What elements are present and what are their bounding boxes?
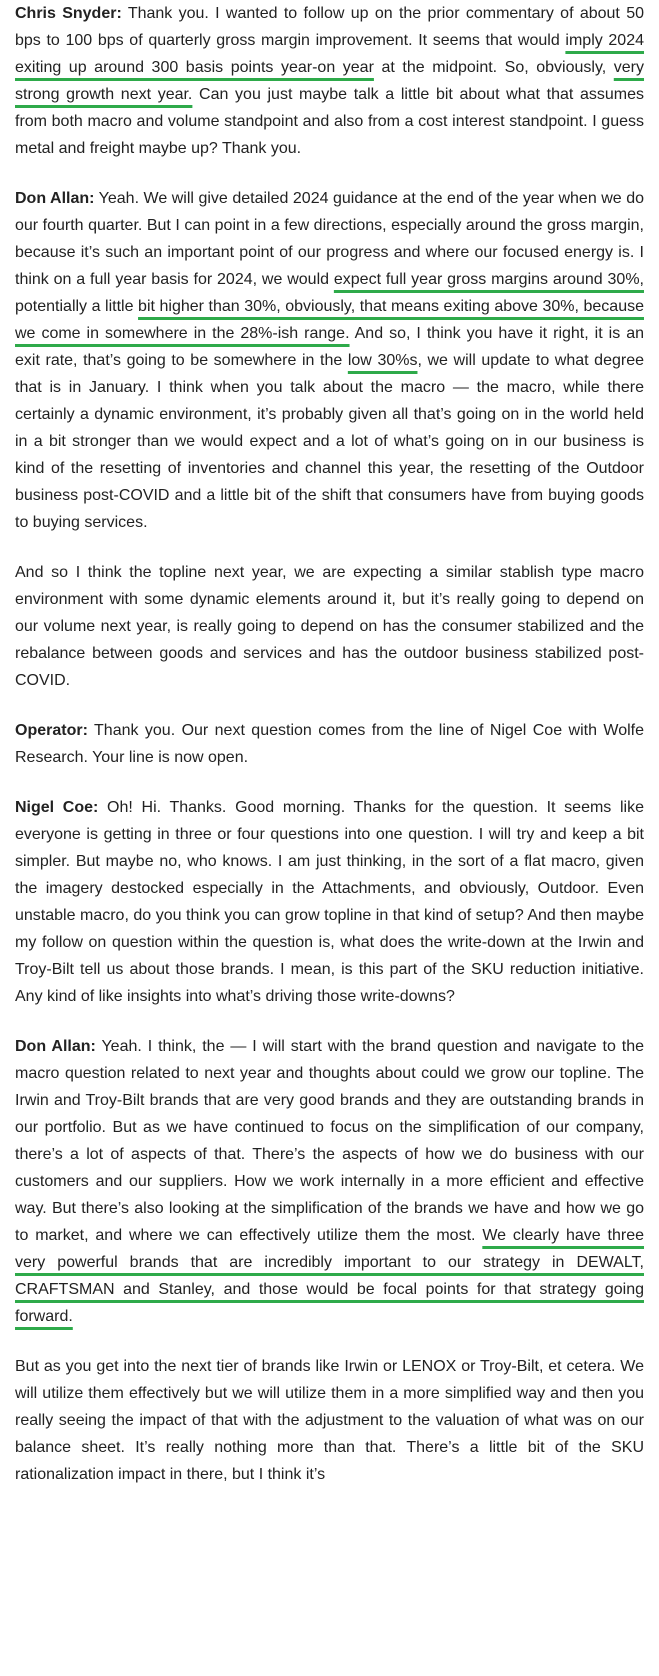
paragraph-text: potentially a little — [15, 298, 139, 315]
paragraph-text: , we will update to what degree that is in January. I think when you talk about the macro — the macro, while there certainly a dynamic environment, it’s probably given all that’s going on in the world held in a bit stronger than we would expect and a lot of what’s going on in our business is kind of the resetting of inventories and channel this year, the resetting of the Outdoor business post-COVID and a little bit of the shift that consumers have from buying goods to buying services. — [15, 352, 645, 531]
paragraph-text: Thank you. I wanted to follow up on the prior commentary of about 50 bps to 100 bps of quarterly gross margin improvement. It seems that would — [15, 5, 644, 49]
speaker-name: Operator: — [15, 722, 88, 739]
paragraph-text: Yeah. We will give detailed 2024 guidance at the end of the year when we do our fourth quarter. But I can point in a few directions, especially around the gross margin, because it’s such an important point of our progress and where our focused energy is. I think on a full year basis for 2024, we would — [15, 190, 644, 288]
paragraph-text: And so I think the topline next year, we are expecting a similar stablish type macro environment with some dynamic elements around it, but it’s really going to depend on our volume next year, is really going to depend on has the consumer stabilized and the rebalance between goods and services and has the outdoor business stabilized post-COVID. — [15, 564, 644, 689]
highlighted-text: bit higher than 30%, obviously, that means exiting above 30%, because we come in somewhere in the 28%-ish range. — [15, 298, 644, 342]
paragraph-text: And so, I think you have it right, it is an exit rate, that’s going to be somewhere in the — [15, 325, 645, 369]
paragraph-continuation-1 — [15, 559, 644, 694]
speaker-name: Chris Snyder: — [15, 5, 122, 22]
highlighted-text: We clearly have three very powerful brands that are incredibly important to our strategy in DEWALT, CRAFTSMAN and Stanley, and those would be focal points for that strategy going forward. — [15, 1227, 645, 1325]
paragraph-text: Yeah. I think, the — I will start with the brand question and navigate to the macro question related to next year and thoughts about could we grow our topline. The Irwin and Troy-Bilt brands that are very good brands and they are outstanding brands in our portfolio. But as we have continued to focus on the simplification of our company, there’s a lot of aspects of that. There’s the aspects of how we do business with our customers and our suppliers. How we work internally in a more efficient and effective way. But there’s also looking at the simplification of the brands we have and how we go to market, and where we can effectively utilize them the most. — [15, 1038, 644, 1244]
highlighted-text: expect full year gross margins around 30%, — [333, 271, 644, 288]
paragraph-don-allan-1 — [15, 185, 644, 536]
paragraph-text: But as you get into the next tier of brands like Irwin or LENOX or Troy-Bilt, et cetera. We will utilize them effectively but we will utilize them in a more simplified way and then you really seeing the impact of that with the adjustment to the valuation of what was on our balance sheet. It’s really nothing more than that. There’s a little bit of the SKU rationalization impact in there, but I think it’s — [15, 1358, 644, 1483]
speaker-name: Nigel Coe: — [15, 799, 99, 816]
paragraph-chris-snyder — [15, 0, 644, 162]
paragraph-don-allan-2 — [15, 1033, 644, 1330]
paragraph-text: Can you just maybe talk a little bit about what that assumes from both macro and volume standpoint and also from a cost interest standpoint. I guess metal and freight maybe up? Thank you. — [15, 86, 644, 157]
highlighted-text: imply 2024 exiting up around 300 basis points year-on year — [15, 32, 645, 76]
paragraph-text: Oh! Hi. Thanks. Good morning. Thanks for the question. It seems like everyone is getting in three or four questions into one question. I will try and keep a bit simpler. But maybe no, who knows. I am just thinking, in the sort of a flat macro, given the imagery destocked especially in the Attachments, and obviously, Outdoor. Even unstable macro, do you think you can grow topline in that kind of setup? And then maybe my follow on question within the question is, what does the write-down at the Irwin and Troy-Bilt tell us about those brands. I mean, is this part of the SKU reduction initiative. Any kind of like insights into what’s driving those write-downs? — [15, 799, 644, 1005]
highlighted-text: low 30%s — [347, 352, 418, 369]
paragraph-continuation-2 — [15, 1353, 644, 1488]
highlighted-text: very strong growth next year. — [15, 59, 645, 103]
paragraph-text: Thank you. Our next question comes from the line of Nigel Coe with Wolfe Research. Your line is now open. — [15, 722, 644, 766]
speaker-name: Don Allan: — [15, 1038, 96, 1055]
paragraph-operator — [15, 717, 644, 771]
paragraph-nigel-coe — [15, 794, 644, 1010]
speaker-name: Don Allan: — [15, 190, 95, 207]
paragraph-text: at the midpoint. So, obviously, — [373, 59, 614, 76]
